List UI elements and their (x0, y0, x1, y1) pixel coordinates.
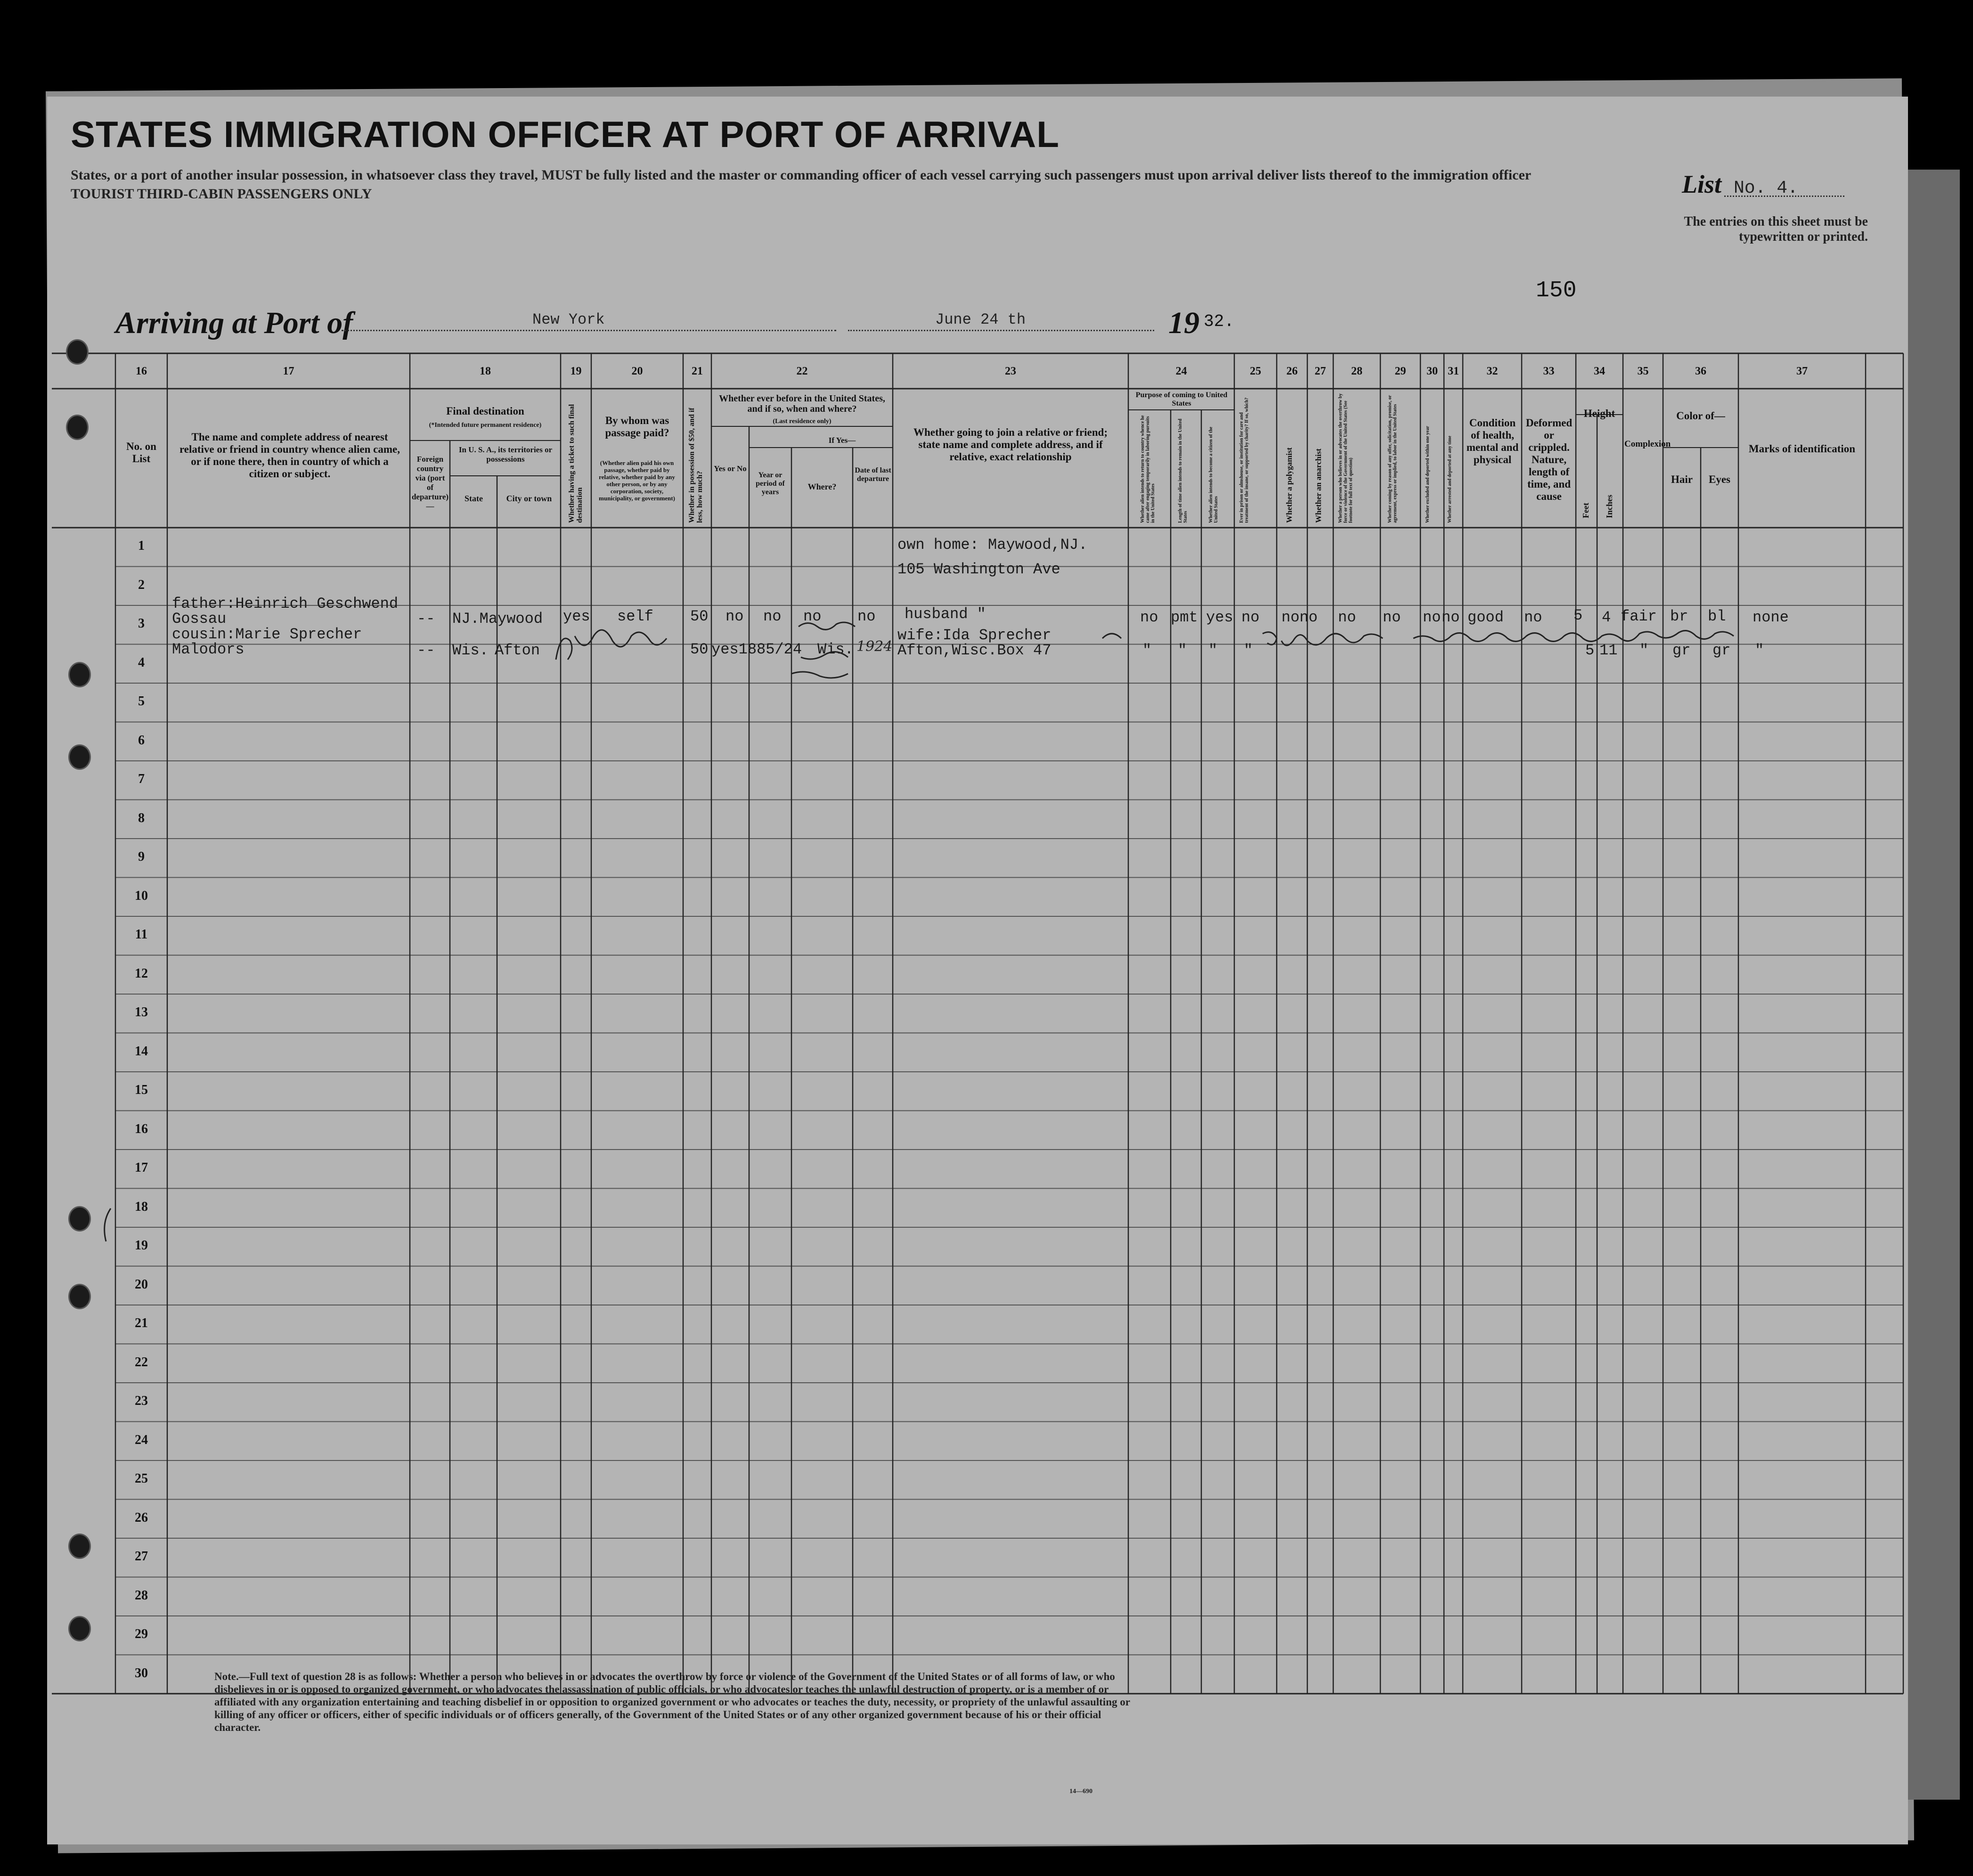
row3-purpose-a: " (1142, 642, 1152, 659)
row-number: 16 (135, 1121, 148, 1136)
row-number: 24 (135, 1432, 148, 1447)
row-number: 9 (138, 849, 145, 865)
row-number: 22 (135, 1354, 148, 1370)
passenger-class: TOURIST THIRD-CABIN PASSENGERS ONLY (71, 186, 372, 202)
row-number: 27 (135, 1549, 148, 1564)
col-number: 32 (1486, 365, 1498, 377)
footnote-q28: Note.—Full text of question 28 is as follows: Whether a person who believes in or advocates the overthrow by force or violence of the Government of the United States or of all forms of law, or who disbelieves in or is opposed to organized government, or who advocates the assassination of public officials, or who advocates or teaches the unlawful destruction of property, or is a member of or affiliated with any organization entertaining and teaching disbelief in or opposition to organized government or who advocates or teaches the duty, necessity, or propriety of the unlawful assaulting or killing of any officer or officers, either of specific individuals or of officers generally, of the Government of the United States or of any other organized government because of his or their official character. (214, 1671, 1130, 1733)
entries-note: The entries on this sheet must be typewritten or printed. (1684, 214, 1868, 244)
col-number: 34 (1594, 365, 1605, 377)
row3-complexion: " (1639, 642, 1649, 659)
row3-marks: " (1755, 642, 1764, 659)
row2-hair: br (1670, 608, 1688, 625)
binding-hole (68, 1616, 91, 1641)
row-number: 26 (135, 1510, 148, 1525)
row3-relative-place: Malodors (172, 641, 245, 658)
header-join-relative: Whether going to join a relative or friend; state name and complete address, and if relative, exact relationship (913, 426, 1108, 463)
row3-prison: " (1244, 642, 1253, 659)
header-color-of: Color of— (1676, 410, 1725, 422)
col-number: 28 (1351, 365, 1362, 377)
header-anarchist: Whether an anarchist (1314, 448, 1323, 523)
row1-join: own home: Maywood,NJ. (897, 536, 1088, 554)
header-purpose-c: Whether alien intends to become a citizen of the United States (1208, 426, 1219, 523)
row-number: 21 (135, 1316, 148, 1331)
row3-purpose-b: " (1178, 642, 1187, 659)
col-number: 18 (480, 365, 491, 377)
row-number: 1 (138, 538, 145, 554)
header-year-period: Year or period of years (756, 471, 785, 496)
row3-inches: 11 (1599, 642, 1618, 659)
header-ever-before: Whether ever before in the United States, and if so, when and where? (719, 393, 885, 414)
row2-polygamist-anarchist: nono (1281, 609, 1318, 626)
row2-paid-by: self (617, 608, 653, 625)
header-condition: Condition of health, mental and physical (1466, 417, 1519, 465)
row-number: 30 (135, 1665, 148, 1680)
row3-where: Wis. (817, 641, 854, 658)
header-where: Where? (807, 482, 837, 491)
header-foreign-country: Foreign country via (port of departure)— (411, 455, 449, 511)
year-suffix: 32. (1204, 312, 1234, 331)
header-deformed: Deformed or crippled. Nature, length of time, and cause (1525, 417, 1573, 502)
header-q30: Whether excluded and deported within one year (1425, 426, 1430, 523)
col-number: 22 (796, 365, 808, 377)
row2-purpose-c: yes (1206, 609, 1233, 626)
row-number: 25 (135, 1471, 148, 1486)
row-number: 18 (135, 1199, 148, 1214)
col-number: 26 (1286, 365, 1298, 377)
col-number: 25 (1250, 365, 1261, 377)
header-height: Height (1583, 408, 1615, 419)
col-number: 21 (692, 365, 703, 377)
subtitle-line: States, or a port of another insular possession, in whatsoever class they travel, MUST be fully listed and the master or commanding officer of each vessel carrying such passengers must upon arrival deliver lists thereof to the immigration officer (71, 167, 1532, 183)
form-number: 14—690 (1069, 1788, 1092, 1795)
row2-ticket: yes (563, 608, 590, 625)
row-number: 2 (138, 577, 145, 592)
row-number: 17 (135, 1160, 148, 1175)
row2-relative-place: Gossau (172, 610, 227, 628)
row2-complexion: fair (1621, 608, 1657, 625)
row-number: 11 (135, 927, 148, 942)
row-number: 29 (135, 1627, 148, 1642)
row-number: 23 (135, 1394, 148, 1409)
row2-health: good (1468, 609, 1504, 626)
row-number: 15 (135, 1083, 148, 1098)
row-number: 4 (138, 655, 145, 670)
row3-join: wife:Ida Sprecher (897, 627, 1052, 644)
row3-join-address: Afton,Wisc.Box 47 (897, 642, 1052, 659)
row-number: 19 (135, 1238, 148, 1253)
row2-ever-before: no (726, 608, 744, 625)
row2-eyes: bl (1708, 608, 1726, 625)
header-purpose-b: Length of time alien intends to remain in the United States (1178, 418, 1188, 523)
row1-join-address: 105 Washington Ave (897, 561, 1060, 578)
binding-hole (66, 415, 89, 440)
col-number: 17 (283, 365, 294, 377)
row-number: 6 (138, 733, 145, 748)
row2-deformed: no (1524, 609, 1542, 626)
header-if-yes: If Yes— (828, 436, 856, 445)
row3-departure: 1924 (856, 638, 893, 655)
col-number: 29 (1394, 365, 1406, 377)
header-city: City or town (506, 494, 552, 503)
col-number: 30 (1427, 365, 1438, 377)
header-polygamist: Whether a polygamist (1285, 447, 1294, 523)
row2-q29: no (1383, 609, 1401, 626)
header-q29: Whether coming by reason of any offer, solicitation, promise, or agreement, express or implied, to labor in the United States (1387, 395, 1398, 523)
row-number: 10 (135, 888, 148, 903)
row2-departure: no (857, 608, 876, 625)
row2-money: 50 (690, 608, 709, 625)
header-q28: Whether a person who believes in or advocates the overthrow by force or violence of the Government of the United States (See footnote for full text of question) (1338, 393, 1353, 523)
row2-purpose-b: pmt (1171, 609, 1198, 626)
page-number: 150 (1536, 278, 1577, 303)
binding-hole (68, 1206, 91, 1232)
row2-join: husband " (905, 605, 986, 623)
row2-q30: no (1423, 609, 1441, 626)
col-number: 31 (1448, 365, 1459, 377)
header-final-destination: Final destination (446, 405, 524, 417)
page-title: STATES IMMIGRATION OFFICER AT PORT OF ARRIVAL (71, 114, 1060, 155)
header-ever-before-note: (Last residence only) (773, 418, 832, 425)
row-number: 28 (135, 1588, 148, 1603)
header-final-destination-note: (*Intended future permanent residence) (429, 422, 542, 429)
header-money: Whether in possession of $50, and if less, how much? (688, 408, 704, 523)
header-yes-no: Yes or No (714, 464, 747, 473)
col-number: 33 (1543, 365, 1555, 377)
row3-city: Afton (495, 642, 540, 659)
row2-years: no (763, 608, 782, 625)
header-feet: Feet (1581, 503, 1590, 518)
header-purpose: Purpose of coming to United States (1135, 391, 1228, 408)
header-eyes: Eyes (1709, 473, 1730, 485)
row3-money: 50 (690, 641, 709, 658)
row-number: 20 (135, 1277, 148, 1292)
list-label: List (1682, 170, 1722, 198)
header-usa: In U. S. A., its territories or possessions (458, 445, 553, 464)
col-number: 35 (1637, 365, 1649, 377)
header-relative: The name and complete address of nearest relative or friend in country whence alien came, or if none there, then in country of which a citizen or subject. (179, 431, 400, 480)
header-state: State (465, 494, 483, 503)
col-number: 16 (136, 365, 147, 377)
row3-feet: 5 (1585, 642, 1595, 659)
binding-hole (68, 1284, 91, 1309)
row3-hair: gr (1672, 642, 1691, 659)
row2-q31: no (1442, 609, 1460, 626)
header-no-on-list: No. on List (126, 440, 156, 465)
header-q31: Whether arrested and deported at any time (1447, 435, 1452, 523)
col-number: 37 (1796, 365, 1808, 377)
port-value: New York (532, 311, 605, 328)
header-ticket: Whether having a ticket to such final destination (568, 404, 584, 523)
binding-hole (68, 662, 91, 687)
row3-relative: cousin:Marie Sprecher (172, 626, 362, 643)
row2-marks: none (1753, 609, 1789, 626)
row-number: 3 (138, 616, 145, 631)
header-complexion: Complexion (1624, 439, 1671, 449)
col-number: 23 (1005, 365, 1016, 377)
row2-inches: 4 (1602, 609, 1611, 626)
header-hair: Hair (1671, 473, 1693, 485)
row2-purpose-a: no (1140, 609, 1158, 626)
header-marks: Marks of identification (1748, 443, 1856, 455)
row2-foreign: -- (417, 610, 435, 628)
row-number: 5 (138, 694, 145, 709)
header-inches: Inches (1605, 494, 1614, 518)
row2-state-city: NJ.Maywood (452, 610, 543, 628)
col-number: 24 (1175, 365, 1187, 377)
row2-feet: 5 (1574, 607, 1583, 624)
row3-state: Wis. (452, 642, 489, 659)
row3-eyes: gr (1712, 642, 1731, 659)
row2-relative: father:Heinrich Geschwend (172, 595, 399, 612)
binding-hole (68, 744, 91, 770)
row-number: 13 (135, 1005, 148, 1020)
binding-hole (66, 339, 89, 365)
row3-ever-before: yes1885/24 (711, 641, 802, 658)
row-number: 12 (135, 966, 148, 981)
row2-where: no (803, 608, 822, 625)
col-number: 36 (1695, 365, 1706, 377)
col-number: 19 (570, 365, 582, 377)
row3-purpose-c: " (1208, 642, 1218, 659)
header-prison: Ever in prison or almshouse, or institution for care and treatment of the insane, or supported by charity? If so, which? (1239, 397, 1249, 523)
arriving-label: Arriving at Port of (115, 306, 353, 340)
list-number: No. 4. (1734, 178, 1798, 198)
row2-prison: no (1241, 609, 1260, 626)
row-number: 8 (138, 810, 145, 825)
header-by-whom-note: (Whether alien paid his own passage, whether paid by relative, whether paid by any other person, or by any corporation, society, municipality, or government) (599, 459, 675, 502)
date-value: June 24 th (935, 311, 1026, 328)
year-prefix: 19 (1168, 306, 1199, 340)
row-number: 7 (138, 772, 145, 787)
row3-foreign: -- (417, 642, 435, 659)
col-number: 20 (631, 365, 643, 377)
binding-hole (68, 1533, 91, 1559)
header-date-departure: Date of last departure (855, 466, 891, 483)
row-number: 14 (135, 1044, 148, 1059)
header-by-whom: By whom was passage paid? (605, 415, 669, 439)
col-number: 27 (1314, 365, 1326, 377)
header-purpose-a: Whether alien intends to return to country whence he came after engaging temporarily in laboring pursuits in the United States (1140, 415, 1156, 523)
row2-q28: no (1338, 609, 1356, 626)
